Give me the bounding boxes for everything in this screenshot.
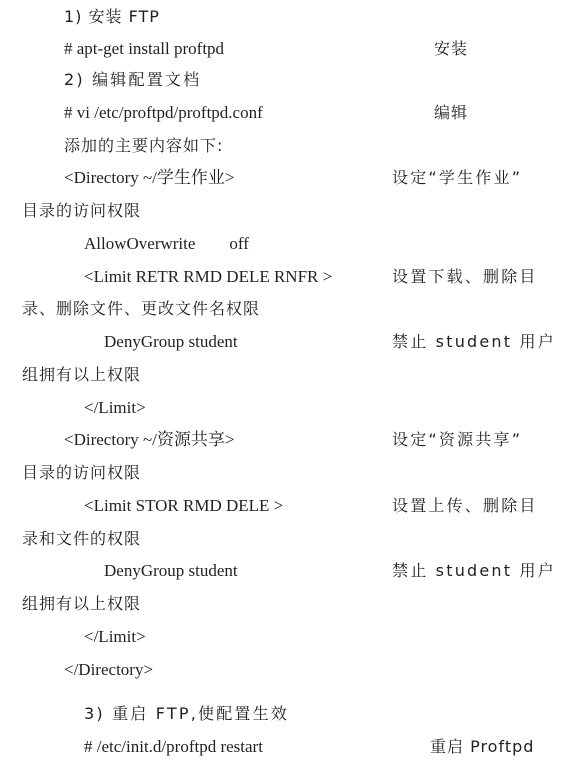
config-directory-close xyxy=(0,656,578,684)
config-limit-upload xyxy=(0,492,578,520)
comment-text: 录、删除文件、更改文件名权限 xyxy=(22,299,261,318)
config-limit-close xyxy=(0,623,578,651)
config-limit-close xyxy=(0,394,578,422)
intro-text: 添加的主要内容如下: xyxy=(64,136,224,155)
intro-line xyxy=(0,132,578,160)
config-directory-homework xyxy=(0,164,578,192)
config-limit-download xyxy=(0,263,578,291)
config-text: </Limit> xyxy=(84,398,146,417)
config-text: DenyGroup student xyxy=(104,332,238,351)
config-text: <Directory ~/学生作业> xyxy=(64,168,235,187)
comment-text: 录和文件的权限 xyxy=(22,529,142,548)
comment-text: 组拥有以上权限 xyxy=(22,594,142,613)
config-denygroup xyxy=(0,328,578,356)
config-text: <Limit RETR RMD DELE RNFR > xyxy=(84,267,333,286)
config-allowoverwrite xyxy=(0,230,578,258)
comment-text: 组拥有以上权限 xyxy=(22,365,142,384)
command-text: # vi /etc/proftpd/proftpd.conf xyxy=(64,103,263,122)
config-denygroup xyxy=(0,557,578,585)
step-2-text: 2) 编辑配置文档 xyxy=(64,70,202,89)
config-comment: 设置下载、删除目 xyxy=(392,267,538,286)
config-text: <Directory ~/资源共享> xyxy=(64,430,235,449)
command-text: # /etc/init.d/proftpd restart xyxy=(84,737,263,756)
step-3-heading xyxy=(0,700,578,728)
comment-text: 目录的访问权限 xyxy=(22,463,142,482)
comment-text: 目录的访问权限 xyxy=(22,201,142,220)
command-edit xyxy=(0,99,578,127)
step-3-text: 3) 重启 FTP,使配置生效 xyxy=(84,704,290,723)
comment-continuation xyxy=(0,361,578,389)
config-directory-share xyxy=(0,426,578,454)
command-text: # apt-get install proftpd xyxy=(64,39,225,58)
config-comment: 禁止 student 用户 xyxy=(392,332,556,351)
command-restart xyxy=(0,733,578,761)
step-1-text: 1) 安装 FTP xyxy=(64,7,160,26)
config-text: <Limit STOR RMD DELE > xyxy=(84,496,284,515)
config-comment: 设定“学生作业” xyxy=(392,168,523,187)
config-text: AllowOverwrite off xyxy=(84,234,249,253)
command-install xyxy=(0,35,578,63)
command-comment: 编辑 xyxy=(434,103,469,122)
config-text: </Directory> xyxy=(64,660,154,679)
step-1-heading xyxy=(0,3,578,31)
config-comment: 设定“资源共享” xyxy=(392,430,523,449)
comment-continuation xyxy=(0,590,578,618)
config-comment: 设置上传、删除目 xyxy=(392,496,538,515)
comment-continuation xyxy=(0,295,578,323)
config-comment: 禁止 student 用户 xyxy=(392,561,556,580)
comment-continuation xyxy=(0,459,578,487)
command-comment: 安装 xyxy=(434,39,469,58)
config-text: </Limit> xyxy=(84,627,146,646)
step-2-heading xyxy=(0,66,578,94)
comment-continuation xyxy=(0,197,578,225)
config-text: DenyGroup student xyxy=(104,561,238,580)
command-comment: 重启 Proftpd xyxy=(430,737,535,756)
comment-continuation xyxy=(0,525,578,553)
